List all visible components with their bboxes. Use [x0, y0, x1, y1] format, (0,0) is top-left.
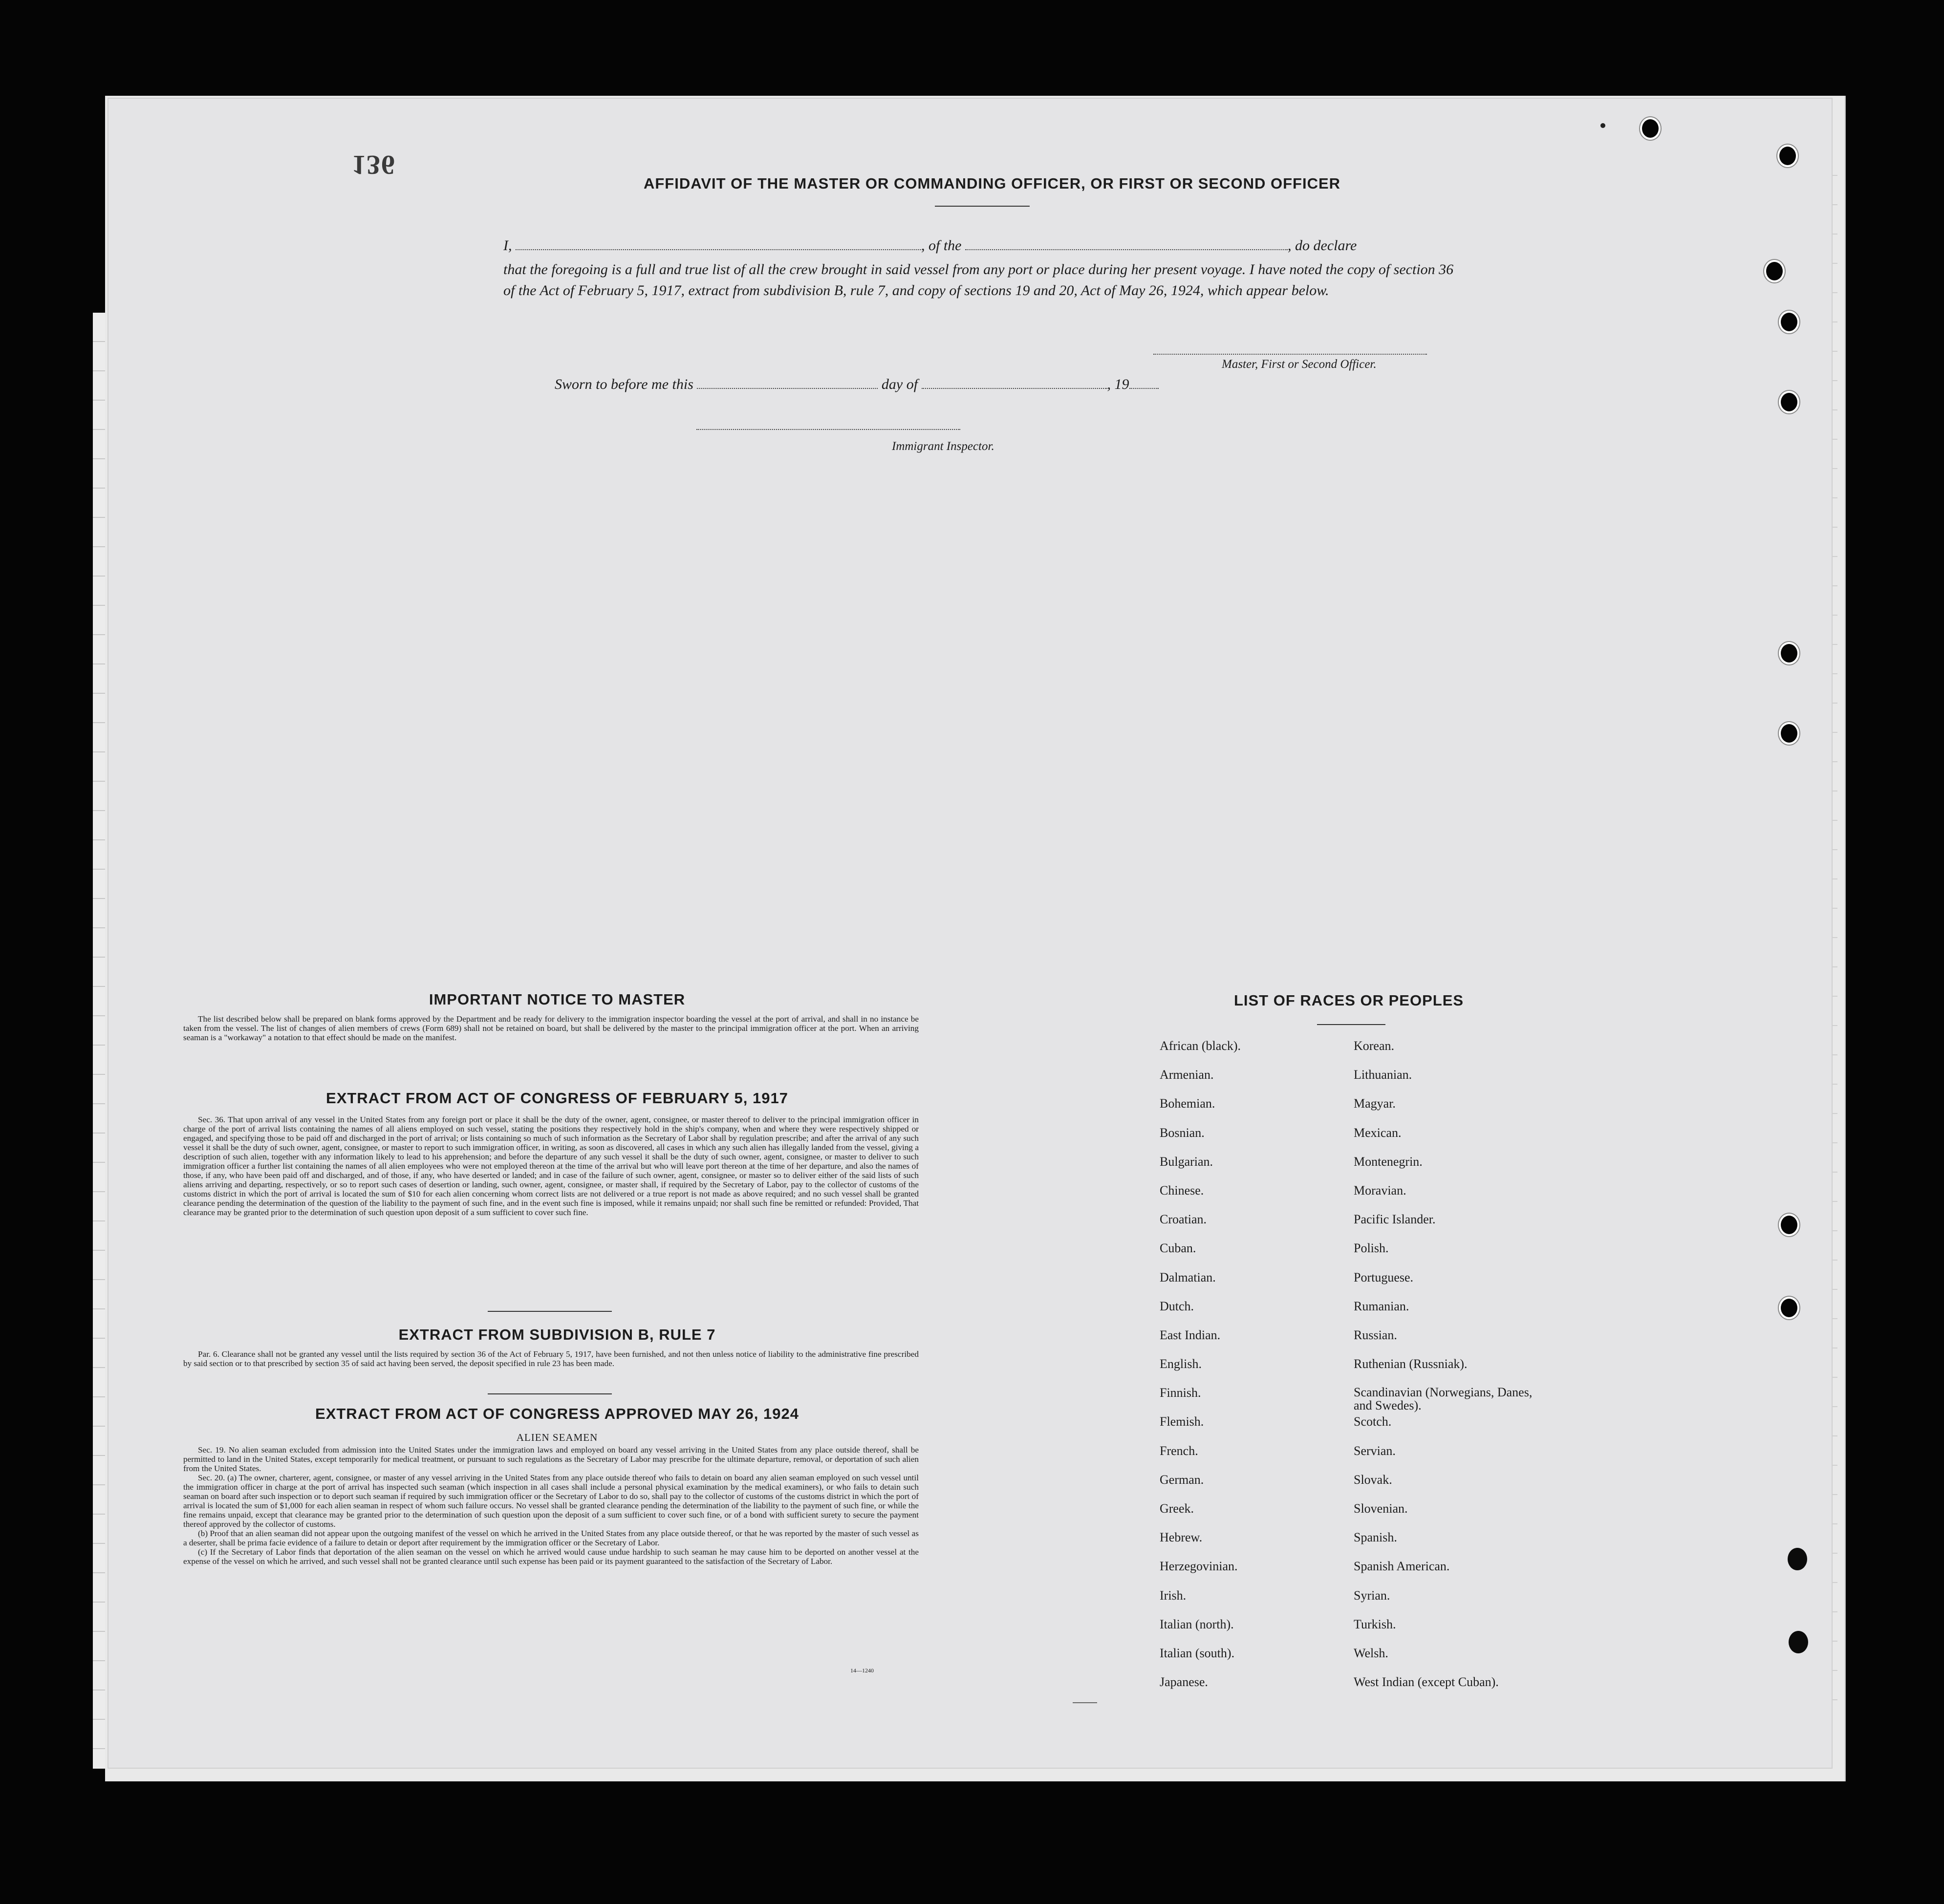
race-item: Magyar. — [1354, 1096, 1396, 1111]
punch-hole — [1777, 145, 1798, 167]
affidavit-declaration-line — [503, 237, 1461, 254]
section-20a-paragraph: Sec. 20. (a) The owner, charterer, agent, consignee, or master of any vessel arriving in the United States from any place outside thereof who fails to detain on board any alien seaman employed on such vessel until the immigration officer in charge at the port of arrival has inspected such seaman (which inspection in all cases shall include a personal physical examination by the medical examiners), or who fails to detain such seaman on board after such inspection or to deport such seaman if required by such immigration officer or the Secretary of Labor to do so, shall pay to the collector of customs of the customs district in which the port of arrival is located the sum of $1,000 for each alien seaman in respect of whom such failure occurs. No vessel shall be granted clearance pending the determination of the liability to the payment of such fine, or while the fine remains unpaid, except that clearance may be granted prior to the determination of such question upon the deposit of a sum sufficient to cover such fine, or of a bond with sufficient surety to secure the payment thereof approved by the collector of customs. — [183, 1473, 919, 1529]
races-left-column — [1160, 1039, 1241, 1704]
punch-hole — [1779, 1214, 1799, 1236]
bottom-dash — [1073, 1702, 1097, 1703]
sworn-line — [555, 376, 1239, 393]
race-item: Finnish. — [1160, 1386, 1201, 1400]
extract-1917-body: Sec. 36. That upon arrival of any vessel in the United States from any foreign port or place it shall be the duty of the owner, agent, consignee, or master thereof to deliver to the principal immigration officer in charge of the port of arrival lists containing the names of all aliens employed on such vessel, stating the positions they respectively hold in the ship's company, when and where they were respectively shipped or engaged, and specifying those to be paid off and discharged in the port of arrival; or lists containing so much of such information as the Secretary of Labor shall by regulation prescribe; and after the arrival of any such vessel it shall be the duty of such owner, agent, consignee, or master to report to such immigration officer, in writing, as soon as discovered, all cases in which any such alien has illegally landed from the vessel, giving a description of such alien, together with any information likely to lead to his apprehension; and before the departure of any such vessel it shall be the duty of such owner, agent, consignee, or master to deliver to such immigration officer a further list containing the names of all alien employees who were not employed thereon at the time of the arrival but who will leave port thereon at the time of her departure, and also the names of those, if any, who have been paid off and discharged, and of those, if any, who have deserted or landed; and in case of the failure of such owner, agent, consignee, or master so to deliver either of the said lists of such aliens arriving and departing, respectively, or so to report such cases of desertion or landing, such owner, agent, consignee, or master shall, if required by the Secretary of Labor, pay to the collector of customs of the customs district in which the port of arrival is located the sum of $10 for each alien concerning whom correct lists are not delivered or a true report is not made as above required; and no such vessel shall be granted clearance pending the determination of the question of the liability to the payment of such fine, and in the event such fine is imposed, while it remains unpaid; nor shall such fine be remitted or refunded: Provided, That clearance may be granted prior to the determination of such question upon deposit of a sum sufficient to cover such fine. — [183, 1115, 919, 1217]
affidavit-title: AFFIDAVIT OF THE MASTER OR COMMANDING OFFICER, OR FIRST OR SECOND OFFICER — [643, 175, 1341, 192]
race-item: Herzegovinian. — [1160, 1559, 1238, 1574]
affidavit-body: that the foregoing is a full and true list of all the crew brought in said vessel from any port or place during her present voyage. I have noted the copy of section 36 of the Act of February 5, 1917, extract from subdivision B, rule 7, and copy of sections 19 and 20, Act of May 26, 1924, which appear below. — [503, 261, 1454, 299]
race-item: Cuban. — [1160, 1241, 1196, 1256]
extract-rule7-body: Par. 6. Clearance shall not be granted any vessel until the lists required by section 36 of the Act of February 5, 1917, have been furnished, and not then unless notice of liability to the administrative fine prescribed by said section or to that prescribed by section 35 of said act having been served, the deposit specified in rule 23 has been made. — [183, 1349, 919, 1368]
page-number-stamp: 136 — [352, 150, 396, 180]
races-title: LIST OF RACES OR PEOPLES — [1233, 992, 1464, 1009]
race-item: Irish. — [1160, 1588, 1187, 1603]
race-item: Portuguese. — [1354, 1270, 1414, 1284]
notice-title: IMPORTANT NOTICE TO MASTER — [429, 991, 686, 1008]
punch-hole — [1779, 391, 1799, 413]
section-20b-paragraph: (b) Proof that an alien seaman did not appear upon the outgoing manifest of the vessel on which he arrived in the United States from any place outside thereof, or that he was reported by the master of such vessel as a deserter, shall be prima facie evidence of a failure to detain or deport after requirement by the immigration officer or the Secretary of Labor. — [183, 1529, 919, 1547]
ink-dot — [1600, 123, 1605, 128]
race-item: Hebrew. — [1160, 1530, 1203, 1545]
affidavit-i-label: I, — [503, 237, 512, 254]
race-item: Armenian. — [1160, 1068, 1214, 1082]
master-name-blank — [516, 249, 921, 250]
race-item: Moravian. — [1354, 1183, 1406, 1198]
race-item: English. — [1160, 1357, 1202, 1371]
vessel-name-blank — [965, 249, 1288, 250]
race-item: African (black). — [1160, 1039, 1241, 1053]
punch-hole — [1779, 1297, 1799, 1319]
punch-hole — [1764, 260, 1785, 282]
race-item: Korean. — [1354, 1039, 1395, 1053]
race-item: Scandinavian (Norwegians, Danes, and Swedes). — [1354, 1385, 1533, 1413]
race-item: French. — [1160, 1443, 1198, 1458]
race-item: Polish. — [1354, 1241, 1389, 1256]
section-divider-1 — [488, 1311, 612, 1312]
sworn-prefix: Sworn to before me this — [555, 376, 693, 392]
alien-seamen-subtitle: ALIEN SEAMEN — [516, 1432, 598, 1443]
race-item: Turkish. — [1354, 1617, 1396, 1631]
punch-hole — [1779, 642, 1799, 664]
race-item: Spanish. — [1354, 1530, 1397, 1545]
race-item: Welsh. — [1354, 1646, 1388, 1660]
race-item: Lithuanian. — [1354, 1068, 1412, 1082]
race-item: Japanese. — [1160, 1675, 1208, 1690]
race-item: Bosnian. — [1160, 1125, 1205, 1140]
race-item: Syrian. — [1354, 1588, 1390, 1603]
race-item: Slovenian. — [1354, 1501, 1408, 1516]
races-title-rule — [1317, 1024, 1385, 1025]
race-item: Flemish. — [1160, 1414, 1204, 1429]
sworn-day-blank — [697, 387, 878, 389]
sworn-day-of: day of — [881, 376, 918, 392]
race-item: West Indian (except Cuban). — [1354, 1675, 1499, 1690]
affidavit-title-rule — [935, 206, 1030, 207]
inspector-signature-line — [696, 429, 960, 430]
notice-body: The list described below shall be prepared on blank forms approved by the Department and be ready for delivery to the immigration inspector boarding the vessel at the port of arrival, and shall in no instance be taken from the vessel. The list of changes of alien members of crews (Form 689) shall not be retained on board, but shall be delivered by the master to the principal immigration officer at the port. When an arriving seaman is a "workaway" a notation to that effect should be made on the manifest. — [183, 1014, 919, 1042]
race-item: Bulgarian. — [1160, 1154, 1213, 1169]
race-item: Dutch. — [1160, 1299, 1194, 1313]
race-item: Dalmatian. — [1160, 1270, 1216, 1284]
extract-1917-title: EXTRACT FROM ACT OF CONGRESS OF FEBRUARY 5, 1917 — [326, 1090, 788, 1107]
race-item: Servian. — [1354, 1443, 1396, 1458]
extract-rule7-title: EXTRACT FROM SUBDIVISION B, RULE 7 — [398, 1326, 716, 1343]
master-signature-caption: Master, First or Second Officer. — [1222, 358, 1377, 371]
master-signature-line — [1153, 354, 1427, 355]
punch-hole — [1779, 722, 1799, 745]
race-item: Bohemian. — [1160, 1096, 1215, 1111]
race-item: Mexican. — [1354, 1125, 1402, 1140]
race-item: Slovak. — [1354, 1472, 1392, 1487]
punch-hole — [1640, 117, 1661, 140]
race-item: Greek. — [1160, 1501, 1194, 1516]
sworn-year: , 19 — [1107, 376, 1129, 392]
extract-1924-title: EXTRACT FROM ACT OF CONGRESS APPROVED MAY 26, 1924 — [315, 1405, 799, 1422]
race-item: Italian (north). — [1160, 1617, 1234, 1631]
race-item: Croatian. — [1160, 1212, 1207, 1227]
race-item: Ruthenian (Russniak). — [1354, 1357, 1468, 1371]
punch-hole — [1788, 1548, 1807, 1570]
section-divider-2 — [488, 1393, 612, 1394]
inspector-caption: Immigrant Inspector. — [892, 440, 994, 453]
affidavit-do-declare-label: , do declare — [1288, 237, 1357, 254]
affidavit-of-the-label: , of the — [921, 237, 962, 254]
race-item: Chinese. — [1160, 1183, 1204, 1198]
race-item: Rumanian. — [1354, 1299, 1409, 1313]
sworn-month-blank — [922, 387, 1107, 389]
punch-hole — [1779, 311, 1799, 333]
form-number: 14—1240 — [850, 1667, 874, 1674]
race-item: Scotch. — [1354, 1414, 1392, 1429]
race-item: Spanish American. — [1354, 1559, 1450, 1574]
section-19-paragraph: Sec. 19. No alien seaman excluded from admission into the United States under the immigration laws and employed on board any vessel arriving in the United States from any place outside thereof, shall be permitted to land in the United States, except temporarily for medical treatment, or pursuant to such regulations as the Secretary of Labor may prescribe for the ultimate departure, removal, or deportation of such alien from the United States. — [183, 1445, 919, 1473]
race-item: Pacific Islander. — [1354, 1212, 1436, 1227]
race-item: German. — [1160, 1472, 1204, 1487]
race-item: Italian (south). — [1160, 1646, 1235, 1660]
section-20c-paragraph: (c) If the Secretary of Labor finds that deportation of the alien seaman on the vessel on which he arrived would cause undue hardship to such seaman he may cause him to be deported on another vessel at the expense of the vessel on which he arrived, and such vessel shall not be granted clearance until such expense has been paid or its payment guaranteed to the satisfaction of the Secretary of Labor. — [183, 1547, 919, 1566]
extract-1924-body — [183, 1445, 919, 1566]
race-item: Russian. — [1354, 1327, 1397, 1342]
races-right-column — [1354, 1039, 1539, 1704]
race-item: Montenegrin. — [1354, 1154, 1423, 1169]
sworn-year-blank — [1129, 387, 1159, 389]
race-item: East Indian. — [1160, 1327, 1221, 1342]
punch-hole — [1789, 1631, 1808, 1653]
